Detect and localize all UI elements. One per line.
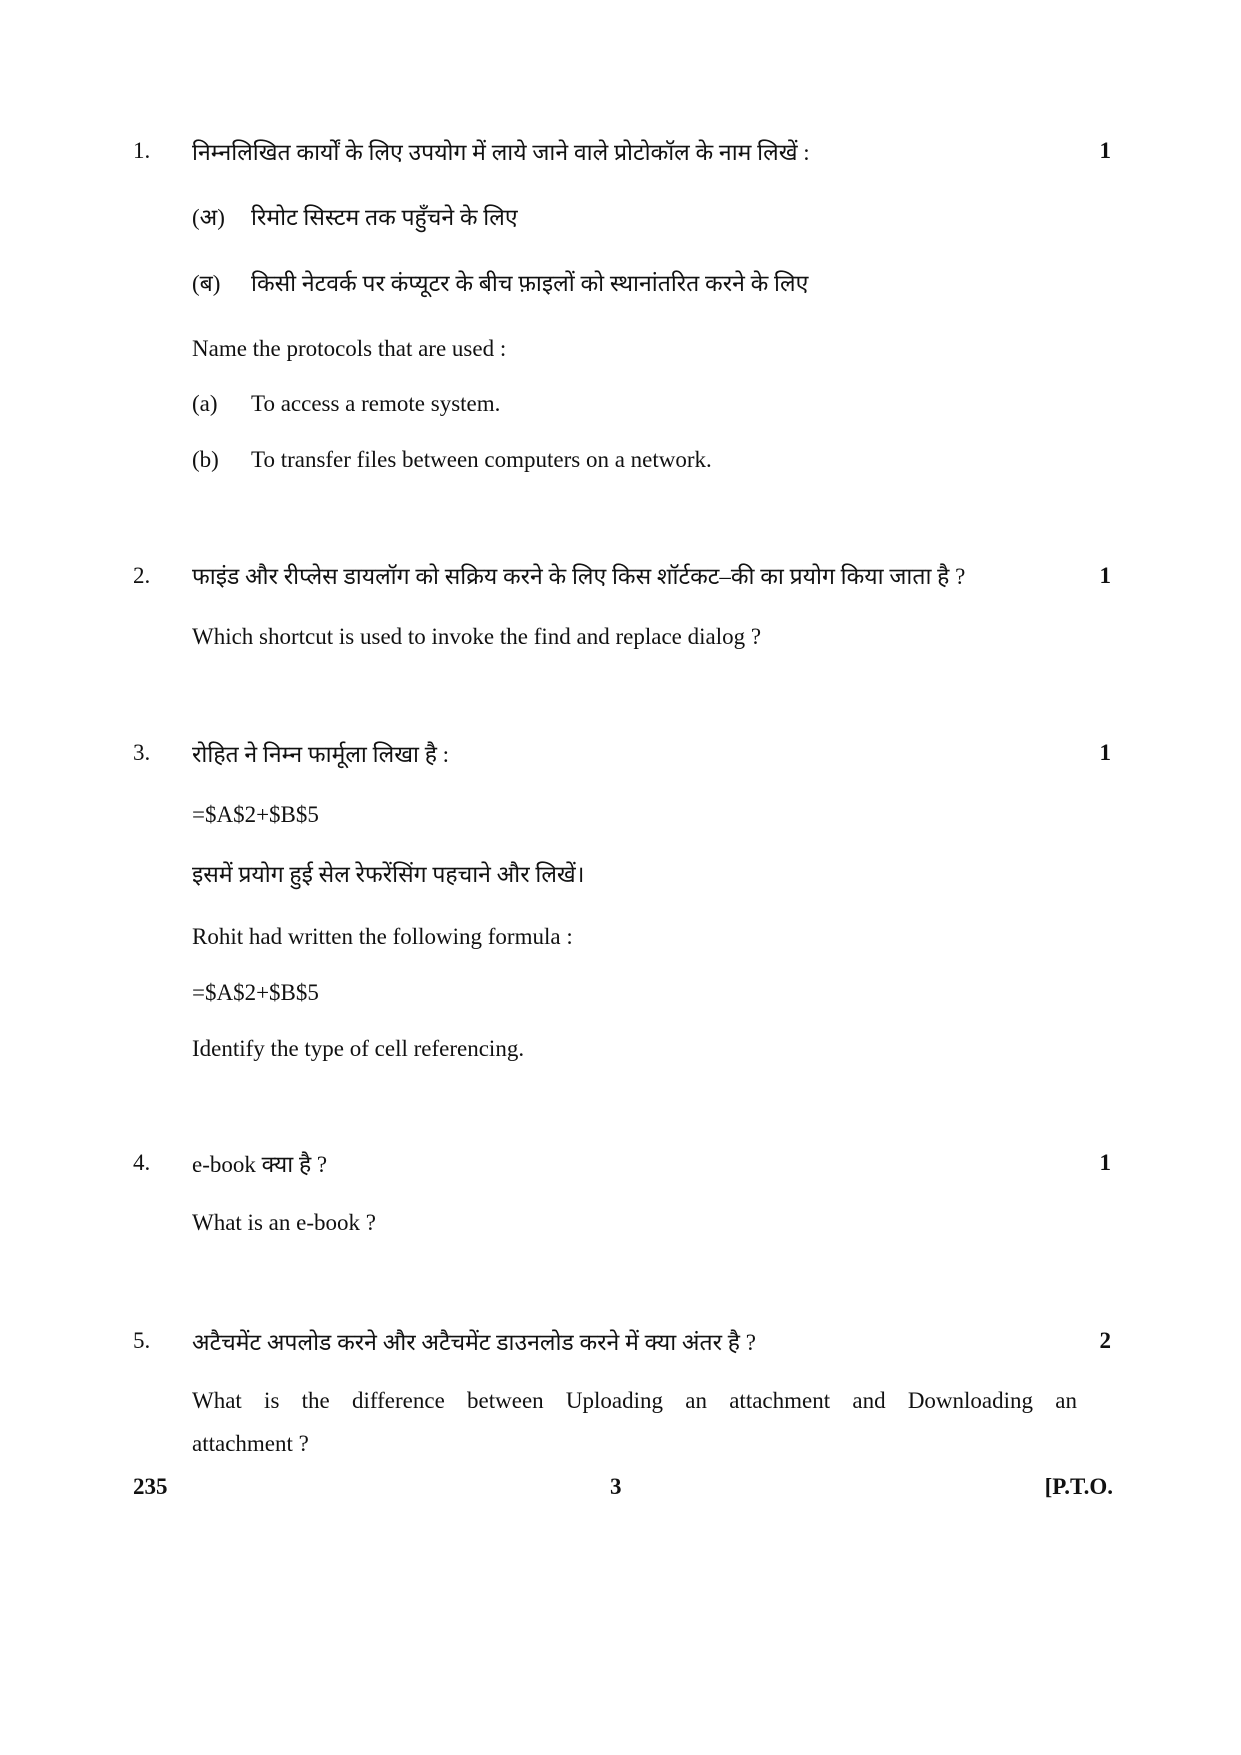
question-5-marks: 2 — [1099, 1328, 1111, 1353]
question-3-formula-hindi: =$A$2+$B$5 — [192, 802, 319, 827]
question-5-english-line-1: What is the difference between Uploading an attachment and Downloading an — [192, 1388, 1077, 1413]
question-3-english: Rohit had written the following formula : — [192, 924, 573, 949]
question-1-hindi-option-a: रिमोट सिस्टम तक पहुँचने के लिए — [251, 205, 518, 230]
pto-label: [P.T.O. — [1044, 1474, 1113, 1499]
page-number: 3 — [610, 1474, 622, 1499]
question-3-formula-english: =$A$2+$B$5 — [192, 980, 319, 1005]
question-1-english-option-a-label: (a) — [192, 391, 218, 416]
question-5-english-line-2: attachment ? — [192, 1431, 309, 1456]
question-4-english: What is an e-book ? — [192, 1210, 376, 1235]
question-1-hindi: निम्नलिखित कार्यों के लिए उपयोग में लाये जाने वाले प्रोटोकॉल के नाम लिखें : — [192, 140, 810, 165]
question-1-english-option-b-label: (b) — [192, 447, 219, 472]
question-1-english-option-b: To transfer files between computers on a network. — [251, 447, 712, 472]
question-2-hindi: फाइंड और रीप्लेस डायलॉग को सक्रिय करने के लिए किस शॉर्टकट–की का प्रयोग किया जाता है ? — [192, 564, 966, 589]
question-1-marks: 1 — [1099, 138, 1111, 163]
question-2-marks: 1 — [1099, 563, 1111, 588]
question-1-english: Name the protocols that are used : — [192, 336, 507, 361]
question-3-english-2: Identify the type of cell referencing. — [192, 1036, 525, 1061]
paper-code: 235 — [133, 1474, 168, 1499]
question-3-marks: 1 — [1099, 740, 1111, 765]
question-3-hindi: रोहित ने निम्न फार्मूला लिखा है : — [192, 742, 450, 767]
question-4-marks: 1 — [1099, 1150, 1111, 1175]
question-3-number: 3. — [133, 740, 151, 765]
question-2-number: 2. — [133, 563, 151, 588]
question-5-number: 5. — [133, 1328, 151, 1353]
question-4-hindi: e-book क्या है ? — [192, 1152, 328, 1177]
question-3-hindi-2: इसमें प्रयोग हुई सेल रेफरेंसिंग पहचाने और लिखें। — [192, 862, 585, 887]
question-2-english: Which shortcut is used to invoke the find and replace dialog ? — [192, 624, 762, 649]
question-1-english-option-a: To access a remote system. — [251, 391, 501, 416]
question-1-number: 1. — [133, 138, 151, 163]
question-1-hindi-option-b-label: (ब) — [192, 271, 221, 296]
question-4-number: 4. — [133, 1150, 151, 1175]
question-5-hindi: अटैचमेंट अपलोड करने और अटैचमेंट डाउनलोड करने में क्या अंतर है ? — [192, 1330, 756, 1355]
question-1-hindi-option-a-label: (अ) — [192, 205, 225, 230]
question-1-hindi-option-b: किसी नेटवर्क पर कंप्यूटर के बीच फ़ाइलों को स्थानांतरित करने के लिए — [251, 271, 809, 296]
